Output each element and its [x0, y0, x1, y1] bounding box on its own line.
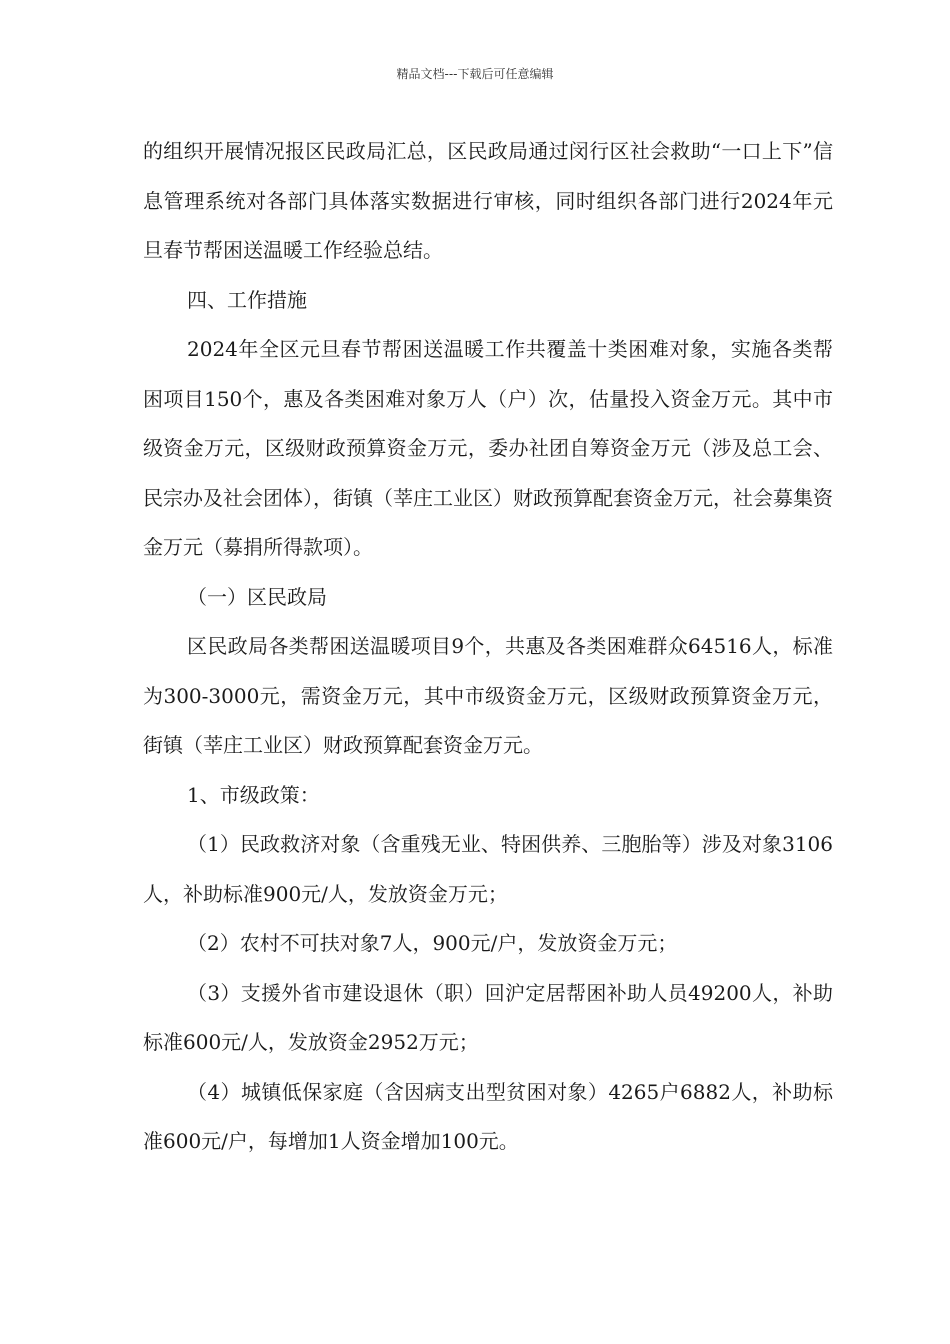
- list-item-1: （1）民政救济对象（含重残无业、特困供养、三胞胎等）涉及对象3106人，补助标准900元/人，发放资金万元；: [143, 832, 833, 906]
- section-heading-measures: 四、工作措施: [187, 287, 307, 312]
- subsection-heading-civil-affairs: （一）区民政局: [187, 584, 327, 609]
- list-item-3: （3）支援外省市建设退休（职）回沪定居帮困补助人员49200人，补助标准600元/人，发放资金2952万元；: [143, 980, 833, 1054]
- page-header: 精品文档---下载后可任意编辑: [396, 67, 554, 81]
- list-heading-city-policy: 1、市级政策：: [187, 782, 320, 807]
- paragraph-continuation: 的组织开展情况报区民政局汇总，区民政局通过闵行区社会救助“一口上下”信息管理系统对各部门具体落实数据进行审核，同时组织各部门进行2024年元旦春节帮困送温暖工作经验总结。: [143, 139, 833, 262]
- paragraph-overview: 2024年全区元旦春节帮困送温暖工作共覆盖十类困难对象，实施各类帮困项目150个，惠及各类困难对象万人（户）次，估量投入资金万元。其中市级资金万元，区级财政预算资金万元，委办社团自筹资金万元（涉及总工会、民宗办及社会团体），街镇（莘庄工业区）财政预算配套资金万元，社会募集资金万元（募捐所得款项）。: [143, 337, 833, 559]
- paragraph-civil-affairs: 区民政局各类帮困送温暖项目9个，共惠及各类困难群众64516人，标准为300-3000元，需资金万元，其中市级资金万元，区级财政预算资金万元，街镇（莘庄工业区）财政预算配套资金万元。: [143, 634, 833, 757]
- list-item-2: （2）农村不可扶对象7人，900元/户，发放资金万元；: [187, 931, 678, 955]
- document-body: [143, 127, 833, 1167]
- list-item-4: （4）城镇低保家庭（含因病支出型贫困对象）4265户6882人，补助标准600元/户，每增加1人资金增加100元。: [143, 1079, 833, 1153]
